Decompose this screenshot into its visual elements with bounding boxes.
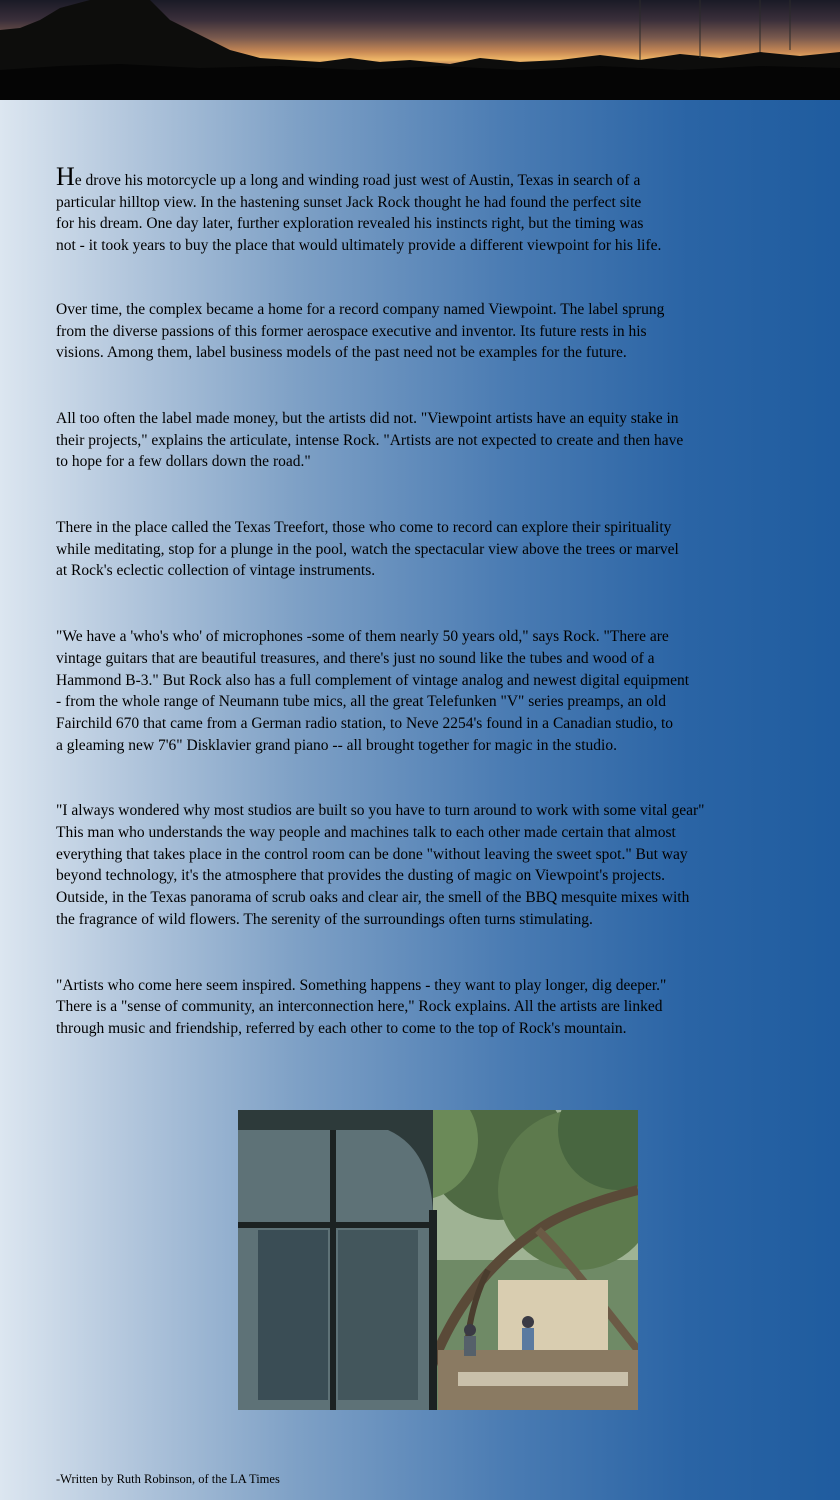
article-body: [56, 162, 826, 1084]
article-paragraph-1: [56, 162, 826, 257]
studio-photo-illustration: [238, 1110, 638, 1410]
sunset-banner-image: [0, 0, 840, 100]
author-byline: -Written by Ruth Robinson, of the LA Times: [56, 1472, 280, 1486]
article-paragraph-3: All too often the label made money, but the artists did not. "Viewpoint artists have an equity stake in their projects," explains the articulate, intense Rock. "Artists are not expected to create and then have to hope for a few dollars down the road.": [56, 409, 684, 471]
article-paragraph-4: There in the place called the Texas Treefort, those who come to record can explore their spirituality while meditating, stop for a plunge in the pool, watch the spectacular view above the trees or marvel at Rock's eclectic collection of vintage instruments.: [56, 519, 679, 580]
article-paragraph-7: "Artists who come here seem inspired. Something happens - they want to play longer, dig deeper." There is a "sense of community, an interconnection here," Rock explains. All the artists are linked through music and friendship, referred by each other to come to the top of Rock's mountain.: [56, 976, 667, 1037]
paragraph-1-text: e drove his motorcycle up a long and winding road just west of Austin, Texas in search of a particular hilltop view. In the hastening sunset Jack Rock thought he had found the perfect site for his dream. One day later, further exploration revealed his instincts right, but the timing was not - it took years to buy the place that would ultimately provide a different viewpoint for his life.: [56, 172, 662, 255]
studio-photo: [238, 1110, 638, 1410]
treeline-silhouette: [0, 0, 840, 100]
drop-cap: H: [56, 162, 75, 191]
article-paragraph-2: Over time, the complex became a home for a record company named Viewpoint. The label sprung from the diverse passions of this former aerospace executive and inventor. Its future rests in his visions. Among them, label business models of the past need not be examples for the future.: [56, 300, 665, 362]
article-paragraph-6: "I always wondered why most studios are built so you have to turn around to work with some vital gear" This man who understands the way people and machines talk to each other made certain that almost everything that takes place in the control room can be done "without leaving the sweet spot." But way beyond technology, it's the atmosphere that provides the dusting of magic on Viewpoint's projects. Outside, in the Texas panorama of scrub oaks and clear air, the smell of the BBQ mesquite mixes with the fragrance of wild flowers. The serenity of the surroundings often turns stimulating.: [56, 802, 705, 928]
article-paragraph-5: "We have a 'who's who' of microphones -some of them nearly 50 years old," says Rock. "There are vintage guitars that are beautiful treasures, and there's just no sound like the tubes and wood of a Hammond B-3." But Rock also has a full complement of vintage analog and newest digital equipment - from the whole range of Neumann tube mics, all the great Telefunken "V" series preamps, an old Fairchild 670 that came from a German radio station, to Neve 2254's found in a Canadian studio, to a gleaming new 7'6" Disklavier grand piano -- all brought together for magic in the studio.: [56, 628, 690, 754]
